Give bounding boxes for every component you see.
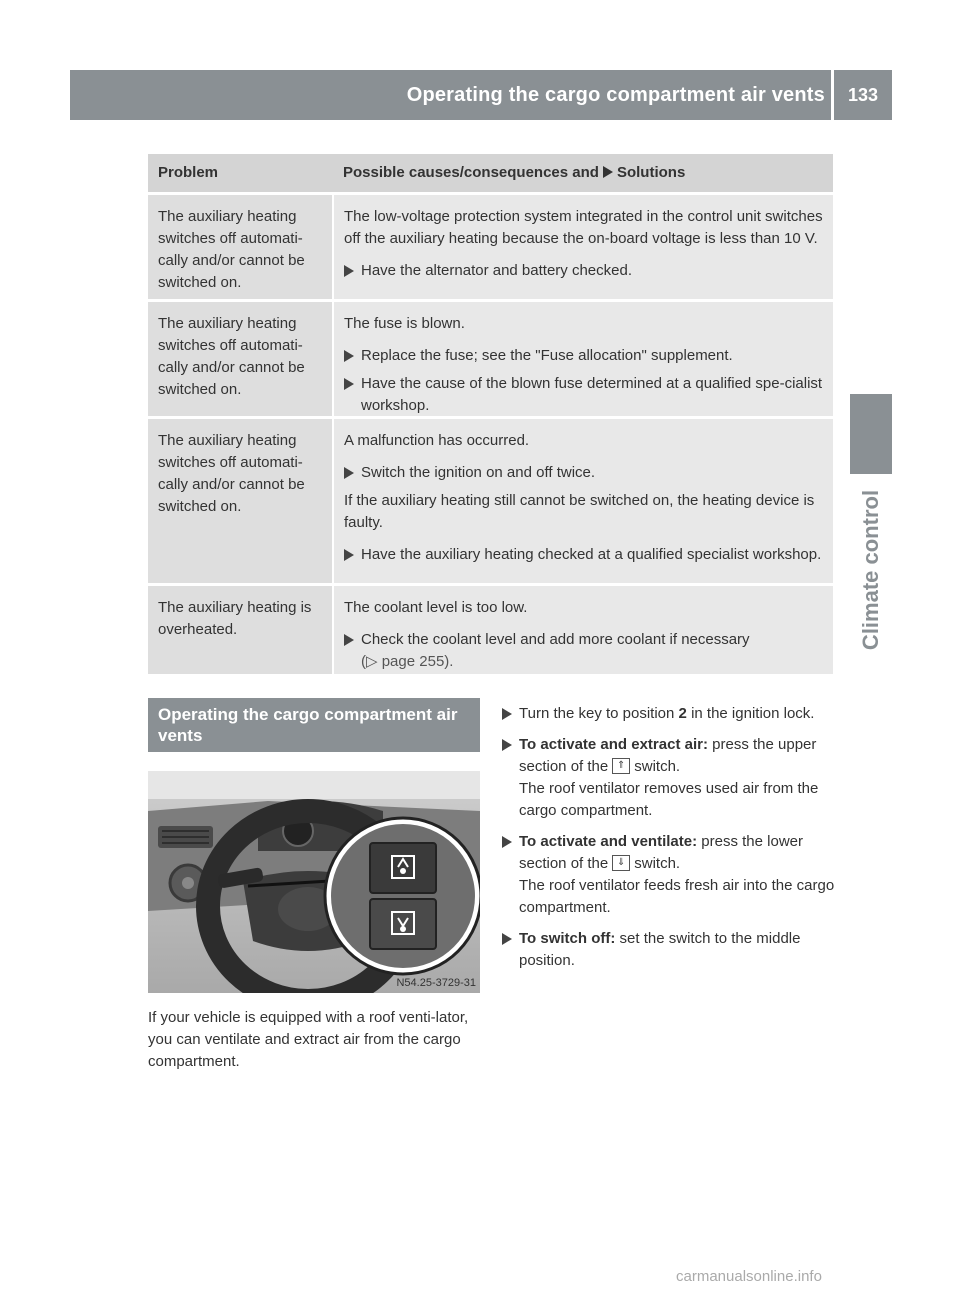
table-row: [148, 419, 833, 583]
arrow-step-icon: [502, 708, 512, 720]
table-row: [148, 586, 833, 674]
solution-cell: The coolant level is too low. Check the coolant level and add more coolant if necessary (▷ page 255).: [334, 586, 833, 674]
column-header-solutions: Possible causes/consequences and Solutions: [343, 164, 686, 181]
instruction-step: To activate and ventilate: press the lower section of the ⇓ switch. The roof ventilator feeds fresh air into the cargo compartment.: [502, 831, 836, 919]
page-header-title: Operating the cargo compartment air vents: [406, 83, 825, 106]
dashboard-photo: [148, 771, 480, 993]
figure-code: N54.25-3729-31: [396, 977, 476, 989]
arrow-step-icon: [502, 739, 512, 751]
chapter-tab-marker: [850, 394, 892, 474]
arrow-step-icon: [344, 378, 354, 390]
problem-cell: The auxiliary heating is overheated.: [148, 586, 332, 674]
solution-step: Check the coolant level and add more coolant if necessary (▷ page 255).: [344, 629, 825, 673]
solution-cell: A malfunction has occurred. Switch the ignition on and off twice. If the auxiliary heating still cannot be switched on, the heating device is faulty. Have the auxiliary heating checked at a qualified specialist workshop.: [334, 419, 833, 583]
dashboard-illustration: [148, 771, 480, 993]
arrow-step-icon: [502, 836, 512, 848]
solution-cell: The fuse is blown. Replace the fuse; see the "Fuse allocation" supplement. Have the cause of the blown fuse determined at a qualified spe-cialist workshop.: [334, 302, 833, 416]
page-reference[interactable]: (▷ page 255).: [361, 653, 454, 670]
arrow-step-icon: [344, 350, 354, 362]
watermark: carmanualsonline.info: [676, 1268, 822, 1285]
chapter-tab-label: Climate control: [858, 489, 883, 651]
problem-cell: The auxiliary heating switches off automati-cally and/or cannot be switched on.: [148, 419, 332, 583]
table-header: [148, 154, 833, 192]
page-number: 133: [847, 84, 879, 105]
instruction-step: To switch off: set the switch to the middle position.: [502, 928, 836, 972]
problem-cell: The auxiliary heating switches off automati-cally and/or cannot be switched on.: [148, 195, 332, 299]
page-ref-icon: ▷: [366, 653, 378, 670]
arrow-step-icon: [344, 467, 354, 479]
arrow-step-icon: [603, 166, 613, 178]
switch-ventilate-icon: ⇓: [612, 855, 630, 871]
arrow-step-icon: [502, 933, 512, 945]
arrow-step-icon: [344, 265, 354, 277]
solution-step: Replace the fuse; see the "Fuse allocation" supplement.: [344, 345, 825, 367]
table-row: [148, 302, 833, 416]
problem-cell: The auxiliary heating switches off automati-cally and/or cannot be switched on.: [148, 302, 332, 416]
intro-paragraph: If your vehicle is equipped with a roof venti-lator, you can ventilate and extract air from the cargo compartment.: [148, 1009, 469, 1070]
troubleshooting-table: [148, 154, 833, 674]
solution-step: Have the alternator and battery checked.: [344, 260, 825, 282]
arrow-step-icon: [344, 634, 354, 646]
section-heading: Operating the cargo compartment air vents: [148, 698, 480, 752]
solution-step: Switch the ignition on and off twice.: [344, 462, 825, 484]
solution-step: Have the cause of the blown fuse determined at a qualified spe-cialist workshop.: [344, 373, 825, 417]
solution-cell: The low-voltage protection system integrated in the control unit switches off the auxiliary heating because the on-board voltage is less than 10 V. Have the alternator and battery checked.: [334, 195, 833, 299]
column-header-problem: Problem: [158, 164, 219, 181]
table-row: [148, 195, 833, 299]
solution-step: Have the auxiliary heating checked at a qualified specialist workshop.: [344, 544, 825, 566]
instruction-step: Turn the key to position 2 in the ignition lock.: [502, 703, 836, 725]
arrow-step-icon: [344, 549, 354, 561]
instruction-step: To activate and extract air: press the upper section of the ⇑ switch. The roof ventilator removes used air from the cargo compartment.: [502, 734, 836, 822]
instruction-list: [502, 703, 836, 981]
chapter-tab: [850, 480, 892, 660]
switch-extract-icon: ⇑: [612, 758, 630, 774]
